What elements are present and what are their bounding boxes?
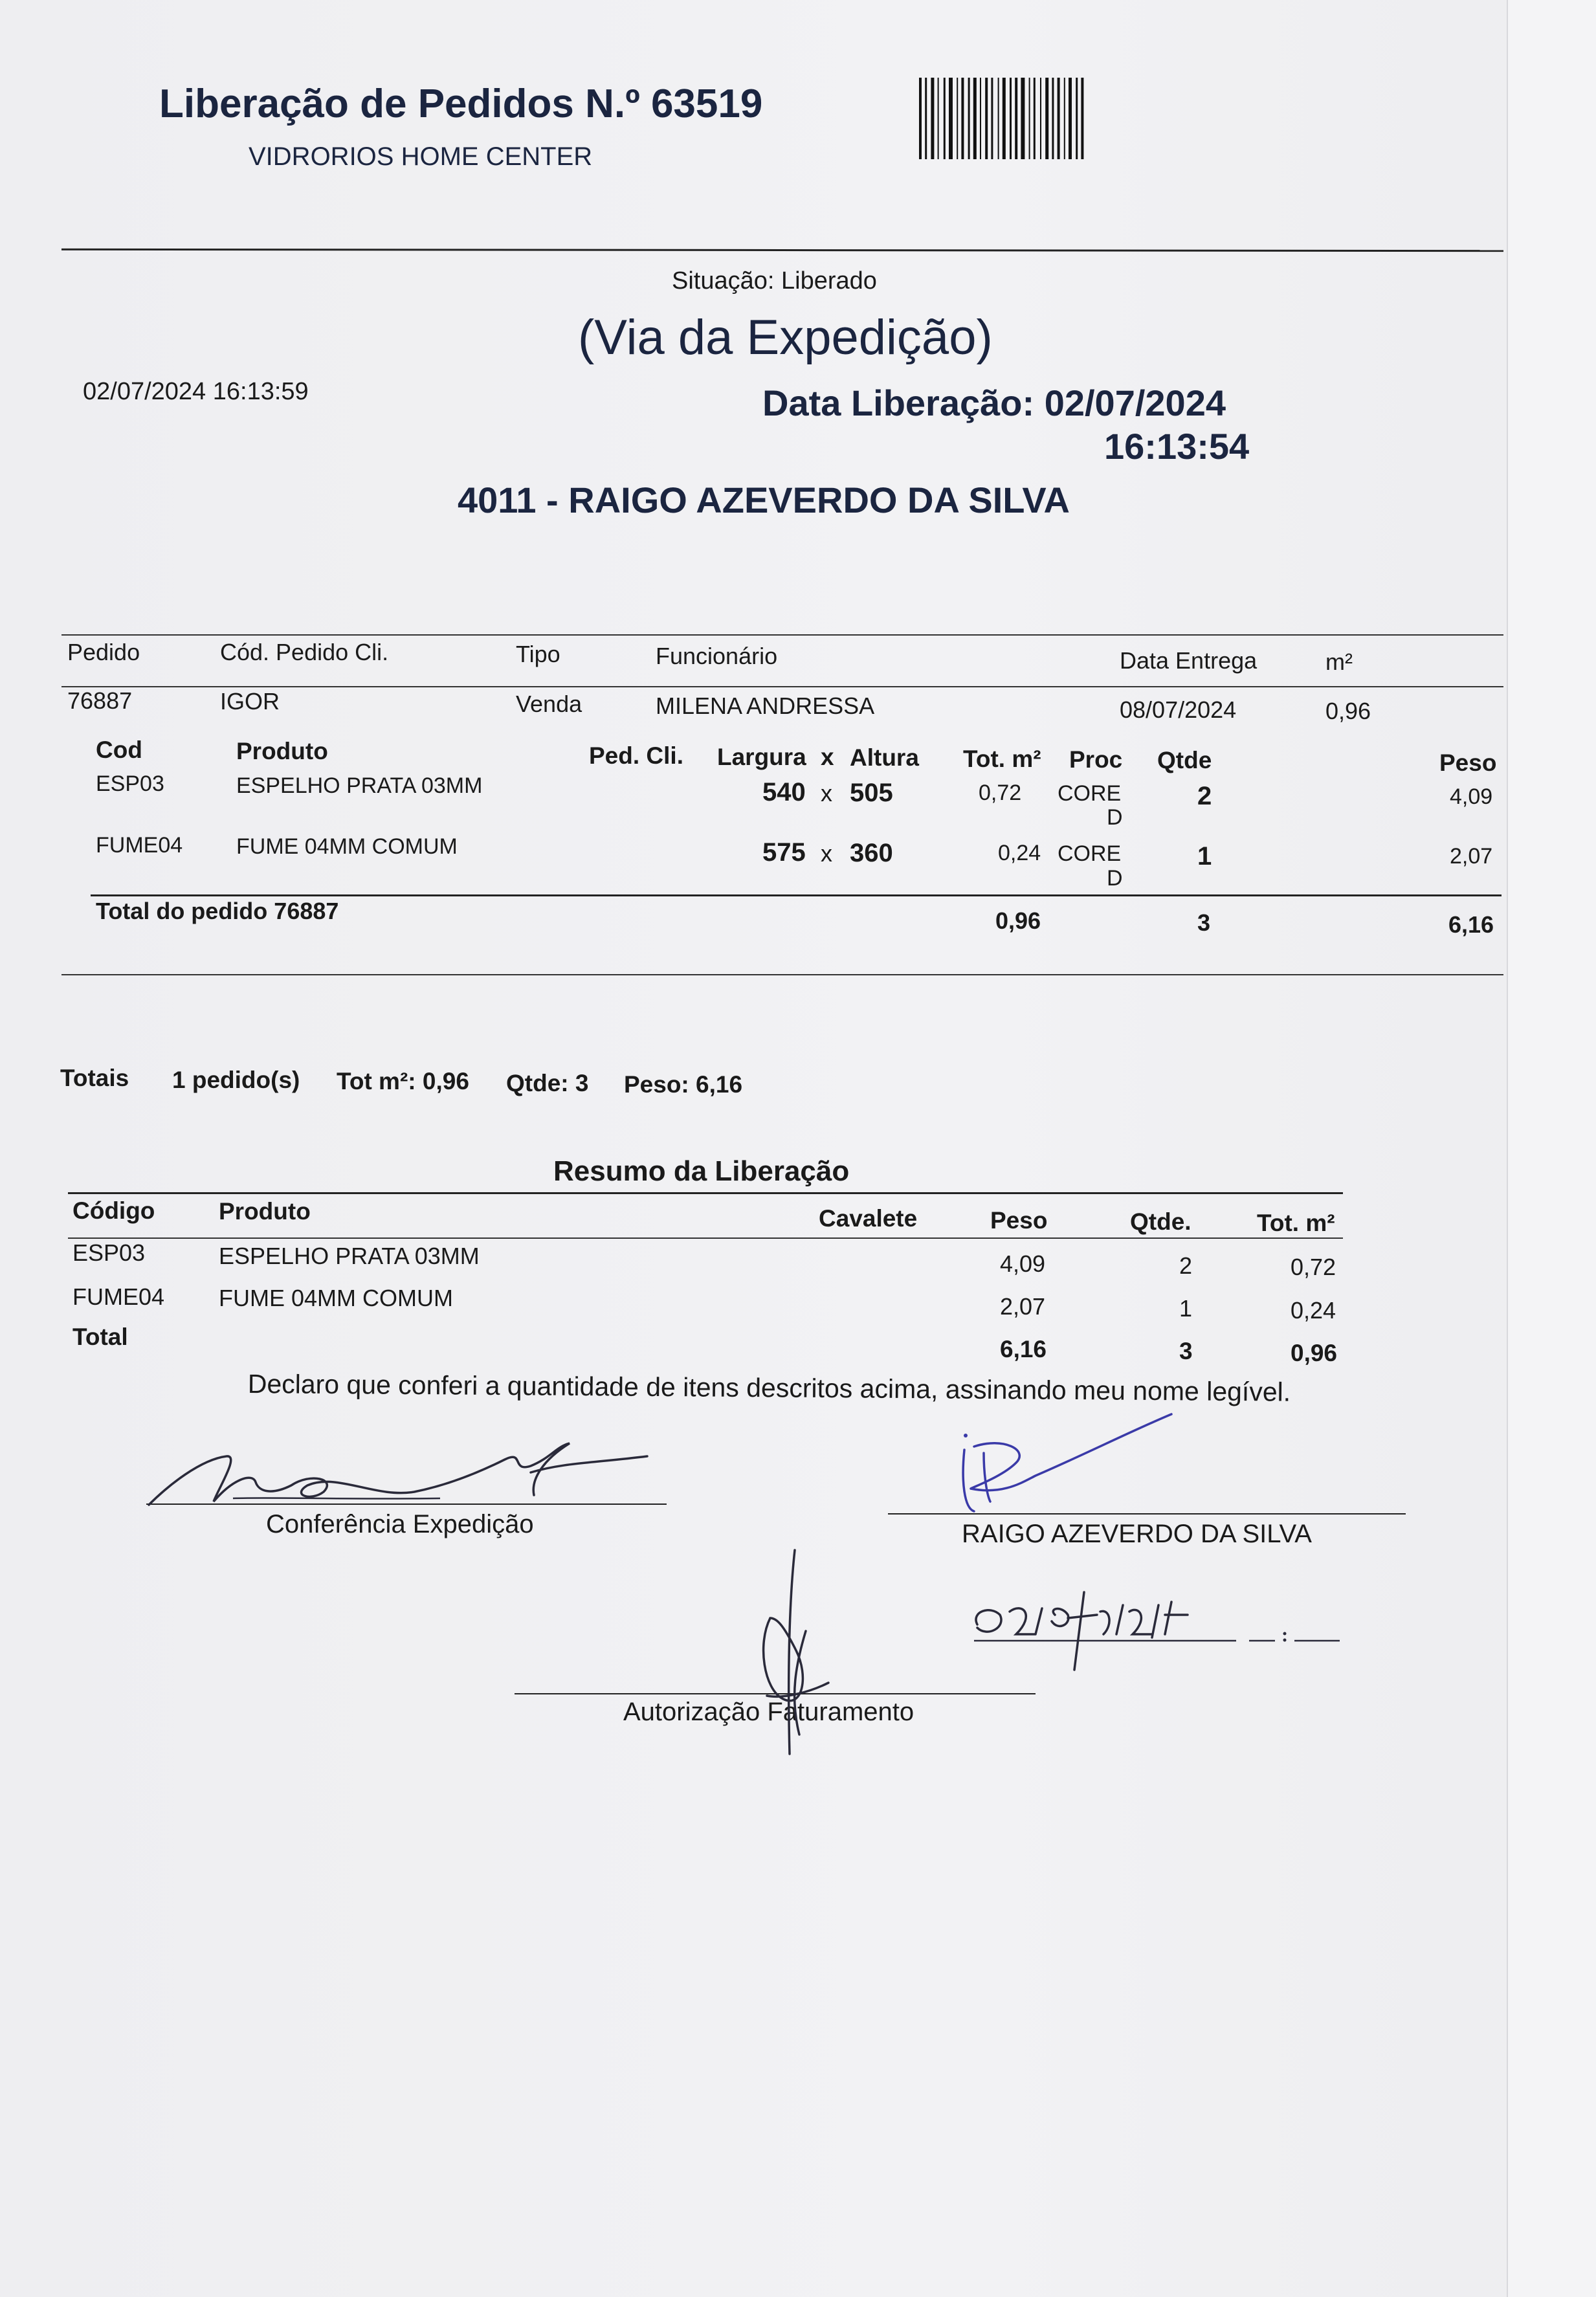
pedido-m2: 0,96 bbox=[1325, 698, 1371, 724]
totais-label: Totais bbox=[60, 1065, 129, 1091]
item-col-proc: Proc bbox=[1069, 746, 1123, 773]
cliente-name: 4011 - RAIGO AZEVERDO DA SILVA bbox=[458, 480, 1070, 520]
item-proc-suffix: D bbox=[1107, 805, 1123, 830]
item-tot-m2: 0,24 bbox=[998, 841, 1041, 865]
situacao-label: Situação: Liberado bbox=[672, 267, 877, 294]
item-altura: 360 bbox=[850, 839, 893, 867]
item-x: x bbox=[821, 840, 832, 867]
handwritten-date bbox=[964, 1579, 1353, 1676]
col-tipo: Tipo bbox=[516, 641, 560, 667]
resumo-codigo: FUME04 bbox=[72, 1283, 165, 1310]
item-cod: FUME04 bbox=[96, 833, 183, 858]
via-label: (Via da Expedição) bbox=[578, 310, 993, 365]
resumo-produto: ESPELHO PRATA 03MM bbox=[219, 1243, 480, 1269]
data-entrega: 08/07/2024 bbox=[1120, 696, 1237, 723]
resumo-col-peso: Peso bbox=[990, 1207, 1048, 1234]
resumo-total-qtde: 3 bbox=[1179, 1338, 1193, 1364]
item-col-largura: Largura bbox=[717, 744, 806, 770]
item-altura: 505 bbox=[850, 779, 893, 807]
item-produto: ESPELHO PRATA 03MM bbox=[236, 773, 483, 798]
item-total-label: Total do pedido 76887 bbox=[96, 898, 339, 924]
handwritten-signature bbox=[142, 1434, 660, 1524]
col-m2: m² bbox=[1325, 649, 1353, 675]
resumo-col-tot-m2: Tot. m² bbox=[1257, 1210, 1335, 1236]
col-funcionario: Funcionário bbox=[656, 643, 778, 669]
totais-pedidos: 1 pedido(s) bbox=[172, 1067, 300, 1093]
resumo-qtde: 2 bbox=[1179, 1252, 1193, 1279]
item-cod: ESP03 bbox=[96, 771, 164, 796]
resumo-col-cavalete: Cavalete bbox=[819, 1205, 918, 1232]
company-name: VIDRORIOS HOME CENTER bbox=[249, 142, 593, 171]
autorizacao-label: Autorização Faturamento bbox=[623, 1698, 914, 1726]
item-peso: 4,09 bbox=[1450, 784, 1493, 809]
item-proc: CORE bbox=[1058, 841, 1122, 866]
data-liberacao-date: 02/07/2024 bbox=[1044, 383, 1226, 423]
resumo-total-label: Total bbox=[72, 1324, 128, 1350]
totais-peso: Peso: 6,16 bbox=[624, 1071, 743, 1098]
item-total-m2: 0,96 bbox=[995, 907, 1041, 934]
print-datetime: 02/07/2024 16:13:59 bbox=[83, 378, 309, 405]
resumo-peso: 2,07 bbox=[1000, 1293, 1046, 1320]
col-data-entrega: Data Entrega bbox=[1120, 647, 1258, 674]
divider bbox=[91, 894, 1502, 896]
item-total-qtde: 3 bbox=[1197, 909, 1211, 936]
item-qtde: 1 bbox=[1197, 842, 1212, 871]
resumo-qtde: 1 bbox=[1179, 1295, 1193, 1322]
resumo-peso: 4,09 bbox=[1000, 1250, 1046, 1277]
col-cod-pedido-cli: Cód. Pedido Cli. bbox=[220, 639, 389, 665]
funcionario: MILENA ANDRESSA bbox=[656, 693, 875, 719]
divider bbox=[61, 686, 1503, 687]
item-col-qtde: Qtde bbox=[1157, 747, 1212, 773]
resumo-total-m2: 0,96 bbox=[1291, 1340, 1338, 1366]
divider bbox=[68, 1237, 1343, 1239]
pedido-number: 76887 bbox=[67, 687, 133, 714]
resumo-produto: FUME 04MM COMUM bbox=[219, 1285, 453, 1311]
col-pedido: Pedido bbox=[67, 639, 140, 665]
item-produto: FUME 04MM COMUM bbox=[236, 834, 458, 859]
resumo-col-produto: Produto bbox=[219, 1198, 311, 1225]
tipo: Venda bbox=[516, 691, 582, 717]
item-col-ped-cli: Ped. Cli. bbox=[589, 742, 683, 769]
divider bbox=[61, 634, 1503, 636]
conferencia-label: Conferência Expedição bbox=[266, 1510, 534, 1538]
resumo-total-peso: 6,16 bbox=[1000, 1336, 1047, 1362]
data-liberacao-time: 16:13:54 bbox=[1104, 426, 1250, 467]
declaracao-text: Declaro que conferi a quantidade de itens descritos acima, assinando meu nome legível. bbox=[247, 1369, 1291, 1407]
resumo-codigo: ESP03 bbox=[72, 1239, 146, 1266]
item-col-tot-m2: Tot. m² bbox=[963, 746, 1041, 772]
item-proc: CORE bbox=[1058, 781, 1122, 806]
resumo-col-qtde: Qtde. bbox=[1130, 1208, 1191, 1235]
divider bbox=[61, 974, 1503, 975]
paper-edge bbox=[1507, 0, 1596, 2297]
totais-m2: Tot m²: 0,96 bbox=[337, 1068, 469, 1094]
item-qtde: 2 bbox=[1197, 782, 1212, 810]
document-title: Liberação de Pedidos N.º 63519 bbox=[159, 82, 763, 126]
item-proc-suffix: D bbox=[1107, 866, 1123, 891]
item-col-x: x bbox=[821, 744, 834, 770]
item-largura: 575 bbox=[762, 838, 806, 867]
item-tot-m2: 0,72 bbox=[979, 781, 1022, 805]
item-largura: 540 bbox=[762, 778, 806, 806]
handwritten-signature bbox=[951, 1411, 1197, 1527]
item-col-produto: Produto bbox=[236, 738, 328, 764]
data-liberacao-label: Data Liberação: bbox=[762, 383, 1035, 423]
barcode bbox=[919, 78, 1175, 159]
resumo-tot-m2: 0,72 bbox=[1291, 1254, 1336, 1280]
item-total-peso: 6,16 bbox=[1448, 911, 1494, 938]
resumo-tot-m2: 0,24 bbox=[1291, 1297, 1336, 1324]
resumo-col-codigo: Código bbox=[72, 1197, 155, 1224]
handwritten-signature bbox=[744, 1547, 841, 1767]
item-col-altura: Altura bbox=[850, 744, 919, 771]
divider bbox=[68, 1192, 1343, 1194]
cod-pedido-cli: IGOR bbox=[220, 688, 280, 715]
item-x: x bbox=[821, 780, 832, 806]
resumo-title: Resumo da Liberação bbox=[553, 1155, 850, 1187]
totais-qtde: Qtde: 3 bbox=[506, 1070, 589, 1096]
item-col-cod: Cod bbox=[96, 737, 142, 763]
cliente-signature-label: RAIGO AZEVERDO DA SILVA bbox=[962, 1520, 1312, 1548]
item-peso: 2,07 bbox=[1450, 844, 1493, 869]
item-col-peso: Peso bbox=[1439, 749, 1497, 776]
